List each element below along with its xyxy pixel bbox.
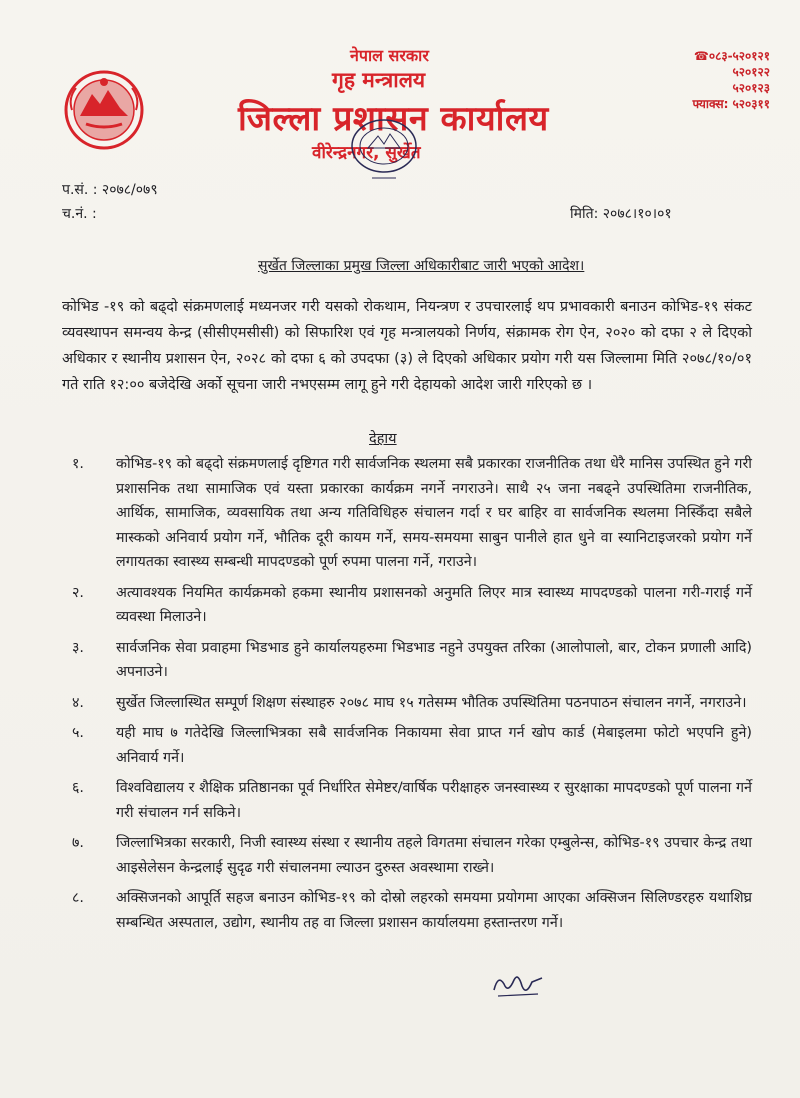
item-number: ३. <box>72 639 84 656</box>
item-number: ७. <box>72 835 84 851</box>
item-text: अक्सिजनको आपूर्ति सहज बनाउन कोभिड-१९ को दोस्रो लहरको समयमा प्रयोगमा आएका अक्सिजन सिलिण्डरहरु यथाशिघ्र सम्बन्धित अस्पताल, उद्योग, स्थानीय तह वा जिल्ला प्रशासन कार्यालयमा हस्तान्तरण गर्ने। <box>116 890 752 931</box>
intro-paragraph: कोभिड -१९ को बढ्दो संक्रमणलाई मध्यनजर गरी यसको रोकथाम, नियन्त्रण र उपचारलाई थप प्रभावकारी बनाउन कोभिड-१९ संकट व्यवस्थापन समन्वय केन्द्र (सीसीएमसीसी) को सिफारिश एवं गृह मन्त्रालयको निर्णय, संक्रामक रोग ऐन, २०२० को दफा २ ले दिएको अधिकार र स्थानीय प्रशासन ऐन, २०२८ को दफा ६ को उपदफा (३) ले दिएको अधिकार प्रयोग गरी यस जिल्लामा मिति २०७८/१०/०१ गते राति १२:०० बजेदेखि अर्को सूचना जारी नभएसम्म लागू हुने गरी देहायको आदेश जारी गरिएको छ । <box>62 299 752 393</box>
item-number: ६. <box>72 780 84 796</box>
section-heading: देहाय <box>369 431 397 447</box>
nepal-emblem-icon <box>62 68 146 152</box>
item-number: ८. <box>72 890 84 906</box>
signature-mark <box>488 968 548 1002</box>
office-seal-stamp <box>324 116 444 186</box>
office-title: जिल्ला प्रशासन कार्यालय <box>238 99 549 139</box>
phone-line-2: ५२०१२२ <box>732 65 770 79</box>
list-item <box>62 776 752 825</box>
orders-list <box>62 452 752 941</box>
office-location: वीरेन्द्रनगर, सुर्खेत <box>312 143 421 163</box>
list-item <box>62 721 752 770</box>
item-text: जिल्लाभित्रका सरकारी, निजी स्वास्थ्य संस्था र स्थानीय तहले विगतमा संचालन गरेका एम्बुलेन्स, कोभिड-१९ उपचार केन्द्र तथा आइसेलेसन केन्द्रलाई सुदृढ गरी संचालनमा ल्याउन दुरुस्त अवस्थामा राख्ने। <box>116 835 752 876</box>
item-text: सार्वजनिक सेवा प्रवाहमा भिडभाड हुने कार्यालयहरुमा भिडभाड नहुने उपयुक्त तरिका (आलोपालो, बार, टोकन प्रणाली आदि) अपनाउने। <box>116 639 752 680</box>
item-text: कोभिड-१९ को बढ्दो संक्रमणलाई दृष्टिगत गरी सार्वजनिक स्थलमा सबै प्रकारका राजनीतिक तथा धेरै मानिस उपस्थित हुने गरी प्रशासनिक तथा सामाजिक एवं यस्ता प्रकारका कार्यक्रम नगर्ने नगराउने। साथै २५ जना नबढ्ने उपस्थितिमा राजनीतिक, आर्थिक, सामाजिक, व्यवसायिक तथा अन्य गतिविधिहरु संचालन गर्दा र घर बाहिर वा सार्वजनिक स्थलमा निस्किँदा सबैले मास्कको अनिवार्य प्रयोग गर्ने, भौतिक दूरी कायम गर्ने, समय-समयमा साबुन पानीले हात धुने वा स्यानिटाइजरको प्रयोग गर्ने लगायतका स्वास्थ्य सम्बन्धी मापदण्डको पूर्ण रुपमा पालना गर्ने, गराउने। <box>116 456 752 570</box>
document-subject: सुर्खेत जिल्लाका प्रमुख जिल्ला अधिकारीबाट जारी भएको आदेश। <box>258 258 585 274</box>
ministry-title: गृह मन्त्रालय <box>332 68 426 92</box>
list-item <box>62 636 752 685</box>
item-number: ५. <box>72 725 84 741</box>
item-number: १. <box>72 456 84 472</box>
list-item <box>62 452 752 575</box>
dispatch-number: च.नं. : <box>62 206 97 222</box>
list-item <box>62 691 752 716</box>
item-text: यही माघ ७ गतेदेखि जिल्लाभित्रका सबै सार्वजनिक निकायमा सेवा प्राप्त गर्न खोप कार्ड (मेबाइलमा फोटो भएपनि हुने) अनिवार्य गर्ने। <box>116 725 752 766</box>
item-number: ४. <box>72 694 84 711</box>
item-text: विश्वविद्यालय र शैक्षिक प्रतिष्ठानका पूर्व निर्धारित सेमेष्टर/वार्षिक परीक्षाहरु जनस्वास्थ्य र सुरक्षाका मापदण्डको पूर्ण पालना गर्ने गरी संचालन गर्न सकिने। <box>116 780 752 821</box>
list-item <box>62 886 752 935</box>
item-text: सुर्खेत जिल्लास्थित सम्पूर्ण शिक्षण संस्थाहरु २०७८ माघ १५ गतेसम्म भौतिक उपस्थितिमा पठनपाठन संचालन नगर्ने, नगराउने। <box>116 694 747 711</box>
document-date: मिति: २०७८।१०।०१ <box>570 206 672 222</box>
item-number: २. <box>72 584 84 601</box>
list-item <box>62 831 752 880</box>
phone-line-1: ☎०८३-५२०१२१ <box>693 49 770 63</box>
government-title: नेपाल सरकार <box>350 46 429 65</box>
reference-number: प.सं. : २०७८/०७९ <box>62 182 158 198</box>
contact-block <box>692 48 770 112</box>
item-text: अत्यावश्यक नियमित कार्यक्रमको हकमा स्थानीय प्रशासनको अनुमति लिएर मात्र स्वास्थ्य मापदण्डको पालना गरी-गराई गर्ने व्यवस्था मिलाउने। <box>116 584 752 625</box>
fax-line: फ्याक्स: ५२०३११ <box>692 97 770 111</box>
list-item <box>62 581 752 630</box>
phone-line-3: ५२०१२३ <box>732 81 770 95</box>
